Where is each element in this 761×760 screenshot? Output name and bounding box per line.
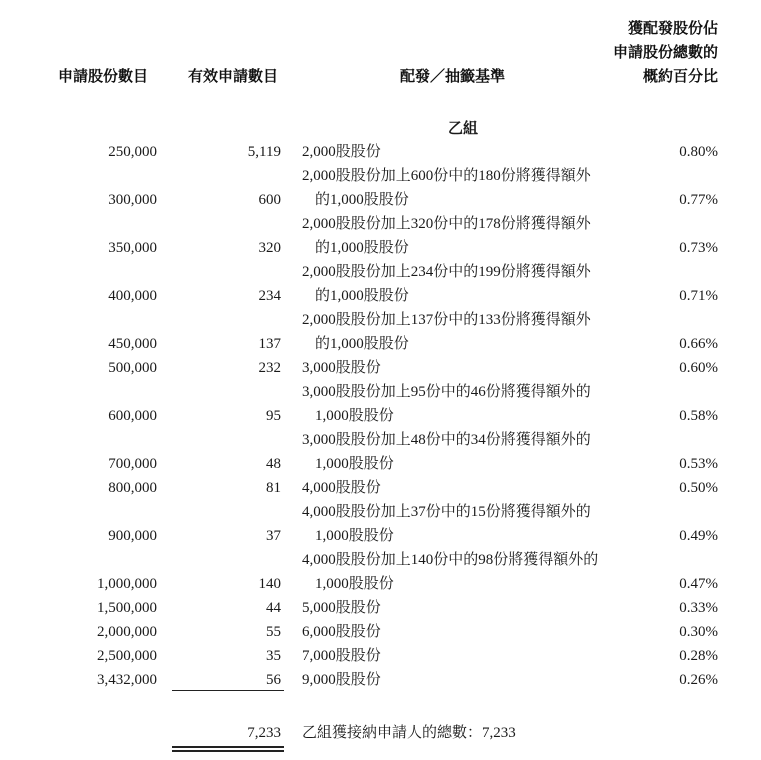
header-pct-line: 申請股份總數的 (612, 43, 718, 61)
approx-percentage-cell: 0.77% (679, 192, 718, 208)
valid-applications-cell: 35 (266, 648, 281, 664)
applied-shares-cell: 700,000 (108, 456, 157, 472)
valid-applications-cell: 56 (266, 672, 281, 688)
allotment-basis-line: 2,000股股份 (302, 144, 381, 160)
table-row (0, 476, 761, 500)
allotment-basis-line: 3,000股股份加上95份中的46份將獲得額外的 (302, 384, 591, 400)
approx-percentage-cell: 0.26% (679, 672, 718, 688)
valid-applications-cell: 232 (258, 360, 281, 376)
approx-percentage-cell: 0.53% (679, 456, 718, 472)
applied-shares-cell: 800,000 (108, 480, 157, 496)
valid-applications-cell: 5,119 (247, 144, 281, 160)
applied-shares-cell: 250,000 (108, 144, 157, 160)
allotment-basis-line: 1,000股股份 (315, 456, 394, 472)
valid-applications-cell: 44 (266, 600, 281, 616)
valid-applications-cell: 55 (266, 624, 281, 640)
total-double-rule (172, 746, 284, 748)
valid-applications-cell: 48 (266, 456, 281, 472)
valid-applications-cell: 95 (266, 408, 281, 424)
allotment-basis-cell (302, 644, 622, 668)
approx-percentage-cell: 0.30% (679, 624, 718, 640)
approx-percentage-cell: 0.73% (679, 240, 718, 256)
approx-percentage-cell: 0.71% (679, 288, 718, 304)
table-row (0, 356, 761, 380)
table-row (0, 428, 761, 476)
table-row (0, 260, 761, 308)
approx-percentage-cell: 0.66% (679, 336, 718, 352)
allotment-basis-cell (302, 668, 622, 692)
allotment-basis-line: 7,000股股份 (302, 648, 381, 664)
table-row (0, 140, 761, 164)
approx-percentage-cell: 0.33% (679, 600, 718, 616)
allotment-basis-line: 9,000股股份 (302, 672, 381, 688)
applied-shares-cell: 900,000 (108, 528, 157, 544)
allotment-basis-line: 的1,000股股份 (315, 336, 409, 352)
approx-percentage-cell: 0.28% (679, 648, 718, 664)
approx-percentage-cell: 0.80% (679, 144, 718, 160)
applied-shares-cell: 600,000 (108, 408, 157, 424)
allotment-basis-line: 2,000股股份加上137份中的133份將獲得額外 (302, 312, 591, 328)
valid-applications-cell: 81 (266, 480, 281, 496)
header-pct-line: 獲配發股份佔 (627, 19, 718, 37)
allotment-basis-cell (302, 356, 622, 380)
allotment-basis-cell (302, 164, 622, 212)
table-row (0, 668, 761, 692)
allotment-basis-line: 的1,000股股份 (315, 240, 409, 256)
valid-applications-cell: 234 (258, 288, 281, 304)
allotment-basis-line: 1,000股股份 (315, 528, 394, 544)
allotment-basis-line: 1,000股股份 (315, 408, 394, 424)
allotment-basis-line: 3,000股股份加上48份中的34份將獲得額外的 (302, 432, 591, 448)
total-double-rule (172, 750, 284, 752)
applied-shares-cell: 350,000 (108, 240, 157, 256)
allotment-basis-line: 4,000股股份 (302, 480, 381, 496)
allotment-basis-cell (302, 476, 622, 500)
table-row (0, 164, 761, 212)
allotment-basis-cell (302, 140, 622, 164)
allotment-basis-cell (302, 308, 622, 356)
allotment-basis-cell (302, 380, 622, 428)
allotment-basis-line: 5,000股股份 (302, 600, 381, 616)
allotment-basis-cell (302, 500, 622, 548)
total-accepted-applicants-text: 乙組獲接納申請人的總數：7,233 (302, 725, 516, 741)
allotment-basis-line: 6,000股股份 (302, 624, 381, 640)
approx-percentage-cell: 0.50% (679, 480, 718, 496)
valid-applications-cell: 320 (258, 240, 281, 256)
allotment-basis-line: 的1,000股股份 (315, 288, 409, 304)
valid-applications-cell: 140 (258, 576, 281, 592)
allotment-basis-line: 的1,000股股份 (315, 192, 409, 208)
header-approx-percentage (613, 16, 718, 88)
table-row (0, 500, 761, 548)
allotment-basis-cell (302, 428, 622, 476)
total-valid-applications: 7,233 (247, 725, 281, 741)
subtotal-rule (172, 690, 284, 691)
table-body (0, 140, 761, 692)
applied-shares-cell: 400,000 (108, 288, 157, 304)
approx-percentage-cell: 0.49% (679, 528, 718, 544)
table-row (0, 548, 761, 596)
valid-applications-cell: 37 (266, 528, 281, 544)
allotment-basis-cell (302, 596, 622, 620)
applied-shares-cell: 500,000 (108, 360, 157, 376)
allotment-basis-cell (302, 548, 622, 596)
allotment-basis-cell (302, 212, 622, 260)
table-row (0, 644, 761, 668)
header-pct-line: 概約百分比 (642, 67, 718, 85)
allotment-basis-line: 3,000股股份 (302, 360, 381, 376)
header-applied-shares: 申請股份數目 (58, 67, 149, 85)
allotment-basis-cell (302, 620, 622, 644)
header-allotment-basis: 配發／抽籤基準 (400, 67, 506, 85)
table-row (0, 596, 761, 620)
allotment-basis-line: 2,000股股份加上234份中的199份將獲得額外 (302, 264, 591, 280)
applied-shares-cell: 1,500,000 (97, 600, 157, 616)
approx-percentage-cell: 0.58% (679, 408, 718, 424)
valid-applications-cell: 137 (258, 336, 281, 352)
allotment-basis-cell (302, 260, 622, 308)
applied-shares-cell: 3,432,000 (97, 672, 157, 688)
approx-percentage-cell: 0.47% (679, 576, 718, 592)
approx-percentage-cell: 0.60% (679, 360, 718, 376)
applied-shares-cell: 1,000,000 (97, 576, 157, 592)
table-row (0, 212, 761, 260)
allotment-basis-line: 4,000股股份加上37份中的15份將獲得額外的 (302, 504, 591, 520)
allotment-basis-line: 2,000股股份加上320份中的178份將獲得額外 (302, 216, 591, 232)
section-title: 乙組 (448, 119, 479, 137)
allotment-basis-line: 1,000股股份 (315, 576, 394, 592)
header-valid-applications: 有效申請數目 (188, 67, 279, 85)
table-row (0, 620, 761, 644)
table-row (0, 308, 761, 356)
valid-applications-cell: 600 (258, 192, 281, 208)
table-row (0, 380, 761, 428)
applied-shares-cell: 300,000 (108, 192, 157, 208)
applied-shares-cell: 450,000 (108, 336, 157, 352)
applied-shares-cell: 2,000,000 (97, 624, 157, 640)
allotment-basis-line: 2,000股股份加上600份中的180份將獲得額外 (302, 168, 591, 184)
applied-shares-cell: 2,500,000 (97, 648, 157, 664)
allotment-basis-line: 4,000股股份加上140份中的98份將獲得額外的 (302, 552, 599, 568)
